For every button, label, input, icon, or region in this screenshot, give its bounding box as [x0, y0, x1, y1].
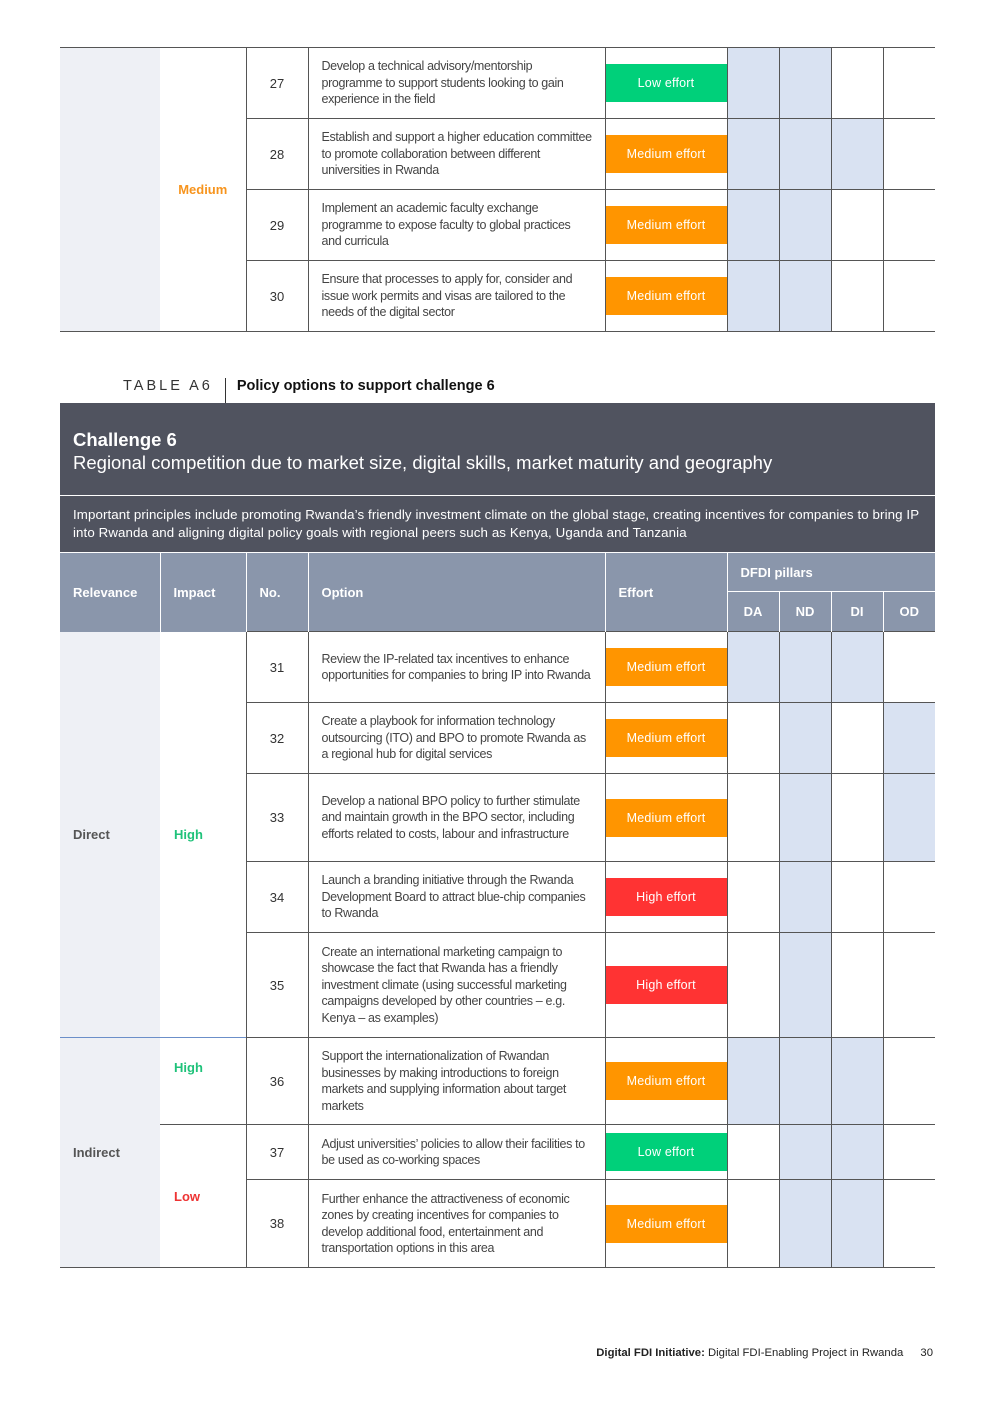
pillar-nd-marked	[779, 1180, 831, 1268]
pillar-da-marked	[727, 48, 779, 119]
header-pillar-di: DI	[831, 592, 883, 632]
header-impact: Impact	[160, 553, 246, 632]
effort-badge-medium: Medium effort	[606, 799, 727, 837]
pillar-od-empty	[883, 1038, 935, 1125]
pillar-da-empty	[727, 703, 779, 774]
challenge-heading: Challenge 6	[73, 429, 177, 450]
pillar-di-marked	[831, 1038, 883, 1125]
pillar-da-empty	[727, 774, 779, 862]
pillar-di-marked	[831, 119, 883, 190]
option-text: Launch a branding initiative through the Rwanda Development Board to attract blue-chip companies to Rwanda	[308, 862, 605, 933]
effort-cell	[605, 119, 727, 190]
effort-cell	[605, 1038, 727, 1125]
pillar-od-empty	[883, 632, 935, 703]
pillar-od-empty	[883, 261, 935, 332]
pillar-da-marked	[727, 190, 779, 261]
effort-badge-low: Low effort	[606, 1133, 727, 1171]
table-label: TABLE A6	[123, 378, 213, 394]
header-pillar-nd: ND	[779, 592, 831, 632]
relevance-direct: Direct	[60, 632, 160, 1038]
option-number: 28	[246, 119, 308, 190]
pillar-nd-marked	[779, 862, 831, 933]
option-text: Create a playbook for information technology outsourcing (ITO) and BPO to promote Rwanda as a regional hub for digital services	[308, 703, 605, 774]
pillar-da-marked	[727, 119, 779, 190]
effort-badge-medium: Medium effort	[606, 1205, 727, 1243]
pillar-nd-marked	[779, 774, 831, 862]
challenge-banner	[60, 403, 935, 495]
pillar-od-empty	[883, 1125, 935, 1180]
header-effort: Effort	[605, 553, 727, 632]
effort-badge-medium: Medium effort	[606, 648, 727, 686]
effort-cell	[605, 1180, 727, 1268]
pillar-od-empty	[883, 862, 935, 933]
challenge-subtitle: Regional competition due to market size, digital skills, market maturity and geography	[73, 452, 773, 473]
option-text: Create an international marketing campaign to showcase the fact that Rwanda has a friendly investment climate (using successful marketing campaigns developed by other countries – e.g. Kenya – as examples)	[308, 933, 605, 1038]
option-number: 34	[246, 862, 308, 933]
table-row	[60, 48, 935, 119]
pillar-nd-marked	[779, 632, 831, 703]
option-text: Further enhance the attractiveness of economic zones by creating incentives for companies to develop additional food, entertainment and transportation options in this area	[308, 1180, 605, 1268]
pillar-nd-marked	[779, 1125, 831, 1180]
option-number: 33	[246, 774, 308, 862]
header-pillar-da: DA	[727, 592, 779, 632]
pillar-nd-marked	[779, 119, 831, 190]
pillar-od-empty	[883, 48, 935, 119]
option-number: 30	[246, 261, 308, 332]
pillar-od-empty	[883, 190, 935, 261]
option-number: 37	[246, 1125, 308, 1180]
relevance-indirect: Indirect	[60, 1038, 160, 1268]
effort-cell	[605, 862, 727, 933]
effort-badge-medium: Medium effort	[606, 277, 727, 315]
pillar-nd-marked	[779, 703, 831, 774]
effort-badge-high: High effort	[606, 878, 727, 916]
page-footer	[596, 1347, 933, 1359]
table-row	[60, 632, 935, 703]
pillar-di-empty	[831, 774, 883, 862]
pillar-di-marked	[831, 1125, 883, 1180]
table-row	[60, 1125, 935, 1180]
footer-title: Digital FDI-Enabling Project in Rwanda	[708, 1347, 904, 1359]
effort-badge-low: Low effort	[606, 64, 727, 102]
pillar-da-marked	[727, 261, 779, 332]
option-number: 27	[246, 48, 308, 119]
effort-cell	[605, 632, 727, 703]
option-text: Develop a national BPO policy to further stimulate and maintain growth in the BPO sector, including efforts related to costs, labour and infrastructure	[308, 774, 605, 862]
effort-cell	[605, 261, 727, 332]
pillar-da-marked	[727, 632, 779, 703]
option-text: Review the IP-related tax incentives to enhance opportunities for companies to bring IP into Rwanda	[308, 632, 605, 703]
table-row	[60, 1038, 935, 1125]
policy-options-table	[60, 552, 935, 1268]
pillar-da-marked	[727, 1038, 779, 1125]
pillar-od-empty	[883, 1180, 935, 1268]
option-text: Support the internationalization of Rwandan businesses by making introductions to foreign markets and supplying information about target markets	[308, 1038, 605, 1125]
effort-cell	[605, 190, 727, 261]
option-text: Ensure that processes to apply for, consider and issue work permits and visas are tailored to the needs of the digital sector	[308, 261, 605, 332]
pillar-nd-marked	[779, 933, 831, 1038]
pillar-nd-marked	[779, 48, 831, 119]
effort-badge-high: High effort	[606, 966, 727, 1004]
effort-cell	[605, 933, 727, 1038]
effort-cell	[605, 774, 727, 862]
impact-low: Low	[160, 1125, 246, 1268]
pillar-da-empty	[727, 933, 779, 1038]
effort-cell	[605, 1125, 727, 1180]
pillar-di-empty	[831, 261, 883, 332]
option-text: Adjust universities’ policies to allow their facilities to be used as co-working spaces	[308, 1125, 605, 1180]
pillar-da-empty	[727, 862, 779, 933]
relevance-cell	[60, 48, 160, 332]
option-number: 36	[246, 1038, 308, 1125]
option-text: Establish and support a higher education committee to promote collaboration between different universities in Rwanda	[308, 119, 605, 190]
effort-badge-medium: Medium effort	[606, 719, 727, 757]
impact-high: High	[160, 632, 246, 1038]
pillar-di-empty	[831, 48, 883, 119]
pillar-di-empty	[831, 933, 883, 1038]
option-number: 31	[246, 632, 308, 703]
previous-table-continuation	[60, 47, 935, 332]
pillar-da-empty	[727, 1180, 779, 1268]
pillar-nd-marked	[779, 1038, 831, 1125]
pillar-nd-marked	[779, 190, 831, 261]
pillar-di-empty	[831, 703, 883, 774]
page-number: 30	[920, 1347, 933, 1359]
effort-badge-medium: Medium effort	[606, 206, 727, 244]
pillar-da-empty	[727, 1125, 779, 1180]
effort-cell	[605, 703, 727, 774]
table-caption	[123, 370, 495, 402]
option-text: Implement an academic faculty exchange programme to expose faculty to global practices and curricula	[308, 190, 605, 261]
header-dfdi-pillars: DFDI pillars	[727, 553, 935, 592]
header-relevance: Relevance	[60, 553, 160, 632]
header-pillar-od: OD	[883, 592, 935, 632]
effort-badge-medium: Medium effort	[606, 135, 727, 173]
effort-cell	[605, 48, 727, 119]
pillar-di-marked	[831, 632, 883, 703]
header-no: No.	[246, 553, 308, 632]
challenge-principles: Important principles include promoting Rwanda’s friendly investment climate on the global stage, creating incentives for companies to bring IP into Rwanda and aligning digital policy goals with regional peers such as Kenya, Uganda and Tanzania	[60, 496, 935, 552]
option-number: 35	[246, 933, 308, 1038]
pillar-di-empty	[831, 862, 883, 933]
option-number: 38	[246, 1180, 308, 1268]
impact-high: High	[160, 1038, 246, 1125]
pillar-od-marked	[883, 774, 935, 862]
pillar-od-marked	[883, 703, 935, 774]
effort-badge-medium: Medium effort	[606, 1062, 727, 1100]
pillar-od-empty	[883, 119, 935, 190]
option-text: Develop a technical advisory/mentorship programme to support students looking to gain experience in the field	[308, 48, 605, 119]
option-number: 32	[246, 703, 308, 774]
header-option: Option	[308, 553, 605, 632]
footer-publication: Digital FDI Initiative:	[596, 1347, 705, 1359]
option-number: 29	[246, 190, 308, 261]
pillar-od-empty	[883, 933, 935, 1038]
impact-medium: Medium	[160, 48, 246, 332]
pillar-di-marked	[831, 1180, 883, 1268]
pillar-di-empty	[831, 190, 883, 261]
table-title: Policy options to support challenge 6	[236, 378, 495, 394]
pillar-nd-marked	[779, 261, 831, 332]
